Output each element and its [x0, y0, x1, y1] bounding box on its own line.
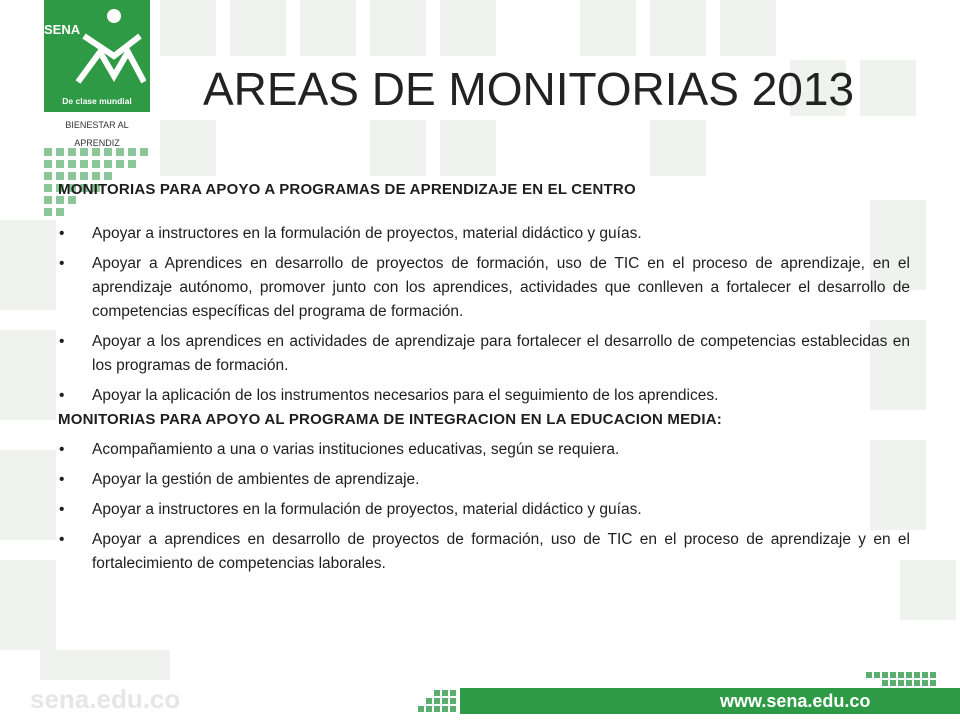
bullet-icon: • [59, 501, 65, 518]
sena-logo [44, 0, 150, 112]
list-item [58, 528, 910, 576]
bullet-icon: • [59, 471, 65, 488]
logo-brand-text: SENA [44, 22, 81, 37]
bullet-icon: • [59, 333, 65, 350]
logo-tagline: De clase mundial [62, 96, 132, 106]
bullet-icon: • [59, 225, 65, 242]
logo-subtitle: BIENESTAR AL APRENDIZ [65, 120, 129, 148]
list-item [58, 330, 910, 378]
page-title: AREAS DE MONITORIAS 2013 [203, 63, 855, 115]
bullet-icon: • [59, 255, 65, 272]
list-item-text: Apoyar la aplicación de los instrumentos necesarios para el seguimiento de los aprendices. [92, 387, 719, 404]
section-heading: MONITORIAS PARA APOYO AL PROGRAMA DE INTEGRACION EN LA EDUCACION MEDIA: [58, 411, 722, 428]
list-item-text: Apoyar a instructores en la formulación de proyectos, material didáctico y guías. [92, 225, 642, 242]
list-item [58, 384, 910, 408]
list-item-text: Apoyar a los aprendices en actividades de aprendizaje para fortalecer el desarrollo de competencias establecidas en los programas de formación. [92, 333, 910, 374]
list-item-text: Apoyar a Aprendices en desarrollo de proyectos de formación, uso de TIC en el proceso de aprendizaje, en el aprendizaje autónomo, promover junto con los aprendices, actividades que conlleven a fortalecer el desarrollo de competencias específicas del programa de formación. [92, 255, 910, 320]
content-body [58, 178, 910, 576]
list-item [58, 222, 910, 246]
footer-watermark-url: sena.edu.co [30, 684, 181, 714]
bullet-icon: • [59, 387, 65, 404]
list-item [58, 252, 910, 324]
bullet-list [58, 438, 910, 576]
bullet-icon: • [59, 441, 65, 458]
sena-figure-icon [74, 6, 146, 86]
list-item [58, 498, 910, 522]
list-item-text: Acompañamiento a una o varias instituciones educativas, según se requiera. [92, 441, 620, 458]
list-item-text: Apoyar la gestión de ambientes de aprendizaje. [92, 471, 420, 488]
list-item-text: Apoyar a aprendices en desarrollo de proyectos de formación, uso de TIC en el proceso de aprendizaje y en el fortalecimiento de competencias laborales. [92, 531, 910, 572]
list-item-text: Apoyar a instructores en la formulación de proyectos, material didáctico y guías. [92, 501, 642, 518]
list-item [58, 438, 910, 462]
bullet-icon: • [59, 531, 65, 548]
footer-bar [460, 688, 960, 714]
bullet-list [58, 222, 910, 408]
list-item [58, 468, 910, 492]
footer-url-link[interactable]: www.sena.edu.co [720, 691, 871, 711]
section-heading: MONITORIAS PARA APOYO A PROGRAMAS DE APRENDIZAJE EN EL CENTRO [58, 181, 636, 198]
